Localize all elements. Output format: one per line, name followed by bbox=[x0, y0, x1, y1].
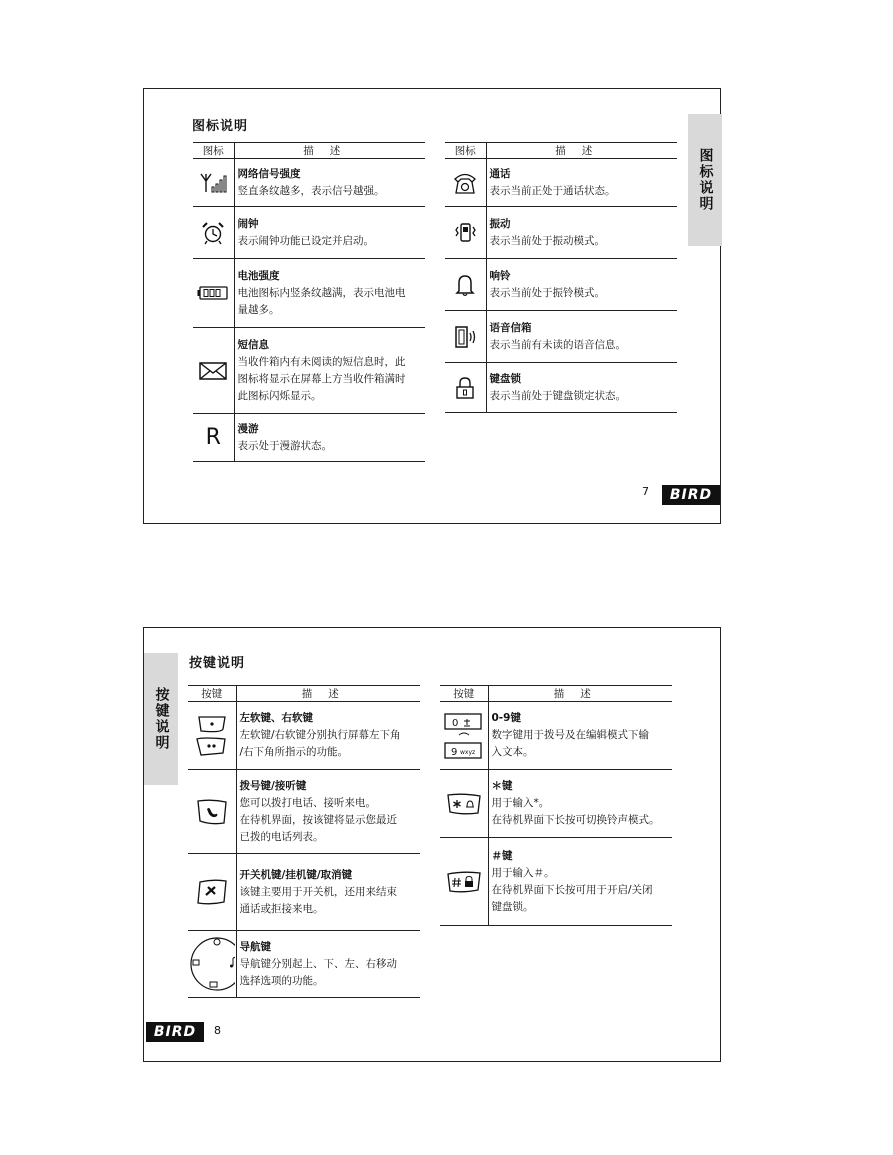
header-desc: 描述 bbox=[236, 686, 420, 702]
row-name: 电池强度 bbox=[237, 269, 280, 282]
header-icon: 图标 bbox=[193, 143, 234, 159]
row-desc: 此图标闪烁显示。 bbox=[237, 389, 322, 402]
table-row bbox=[445, 207, 677, 259]
row-desc: 表示当前有未读的语音信息。 bbox=[489, 338, 626, 351]
number-keys-icon bbox=[442, 711, 486, 761]
row-desc: 选择选项的功能。 bbox=[239, 974, 324, 987]
row-desc: 表示处于漫游状态。 bbox=[237, 439, 332, 452]
page-number: 8 bbox=[214, 1024, 221, 1037]
header-desc: 描述 bbox=[488, 686, 672, 702]
table-row bbox=[193, 159, 425, 207]
end-key-icon bbox=[195, 877, 229, 907]
row-desc: 用于输入＃。 bbox=[491, 866, 555, 879]
row-name: 短信息 bbox=[237, 338, 269, 351]
row-name: 左软键、右软键 bbox=[239, 712, 313, 724]
table-row bbox=[445, 259, 677, 311]
signal-strength-icon bbox=[199, 172, 227, 194]
row-name: 开关机键/挂机键/取消键 bbox=[239, 868, 353, 881]
row-desc: 左软键/右软键分别执行屏幕左下角 bbox=[239, 729, 401, 741]
row-desc: /右下角所指示的功能。 bbox=[239, 746, 349, 758]
manual-page-8 bbox=[143, 627, 721, 1062]
table-row bbox=[440, 702, 672, 770]
row-name: 响铃 bbox=[489, 269, 511, 282]
header-key: 按键 bbox=[188, 686, 236, 702]
row-name: ＊键 bbox=[491, 780, 513, 792]
hash-key-icon bbox=[445, 869, 483, 895]
row-desc: 导航键分别起上、下、左、右移动 bbox=[239, 957, 397, 970]
row-desc: 入文本。 bbox=[491, 746, 534, 758]
table-row bbox=[445, 311, 677, 363]
row-desc: 表示当前处于振铃模式。 bbox=[489, 286, 605, 299]
row-desc: 在待机界面，按该键将显示您最近 bbox=[239, 813, 397, 826]
table-row bbox=[440, 838, 672, 926]
row-desc: 竖直条纹越多，表示信号越强。 bbox=[237, 184, 385, 197]
key-9-label: 9 bbox=[450, 746, 458, 758]
row-name: 振动 bbox=[489, 217, 511, 230]
header-desc: 描述 bbox=[486, 143, 677, 159]
header-desc: 描述 bbox=[234, 143, 425, 159]
battery-icon bbox=[197, 285, 229, 301]
table-row bbox=[193, 328, 425, 414]
row-desc: 已拨的电话列表。 bbox=[239, 830, 324, 843]
roaming-r-icon: R bbox=[205, 425, 221, 450]
page-title: 按键说明 bbox=[189, 656, 246, 671]
table-row bbox=[188, 702, 420, 770]
table-row bbox=[188, 854, 420, 931]
row-name: 语音信箱 bbox=[489, 321, 532, 334]
soft-keys-icon bbox=[193, 713, 231, 759]
key-0-label: 0 bbox=[451, 717, 459, 729]
header-key: 按键 bbox=[440, 686, 488, 702]
envelope-icon bbox=[199, 361, 227, 381]
row-name: 网络信号强度 bbox=[237, 167, 301, 180]
bird-logo: BIRD bbox=[146, 1022, 204, 1042]
row-desc: 图标将显示在屏幕上方当收件箱满时 bbox=[237, 372, 406, 385]
row-desc: 表示当前处于振动模式。 bbox=[489, 234, 605, 247]
table-row bbox=[188, 931, 420, 998]
row-desc: 您可以拨打电话、接听来电。 bbox=[239, 796, 376, 809]
row-desc: 该键主要用于开关机，还用来结束 bbox=[239, 885, 397, 898]
icon-table-right bbox=[445, 142, 677, 413]
table-row bbox=[188, 770, 420, 854]
row-desc: 表示当前正处于通话状态。 bbox=[489, 184, 616, 197]
key-table-right bbox=[440, 685, 672, 926]
row-name: ＃键 bbox=[491, 849, 513, 862]
row-desc: 当收件箱内有未阅读的短信息时，此 bbox=[237, 355, 406, 368]
bird-logo: BIRD bbox=[662, 485, 720, 505]
table-row bbox=[193, 414, 425, 462]
row-name: 漫游 bbox=[237, 422, 259, 435]
voicemail-icon bbox=[452, 325, 478, 349]
row-desc: 表示当前处于键盘锁定状态。 bbox=[489, 389, 626, 402]
table-row bbox=[445, 159, 677, 207]
row-name: 拨号键/接听键 bbox=[239, 779, 307, 792]
star-key-icon bbox=[445, 791, 483, 817]
table-row bbox=[440, 770, 672, 838]
table-row bbox=[445, 363, 677, 413]
icon-table-left bbox=[193, 142, 425, 462]
row-name: 键盘锁 bbox=[489, 372, 521, 385]
navigation-key-icon bbox=[189, 936, 235, 992]
row-desc: 键盘锁。 bbox=[491, 900, 534, 913]
bell-icon bbox=[454, 273, 476, 297]
table-row bbox=[193, 207, 425, 259]
side-tab: 图标说明 bbox=[688, 114, 722, 246]
row-desc: 通话或拒接来电。 bbox=[239, 902, 324, 915]
table-row bbox=[193, 259, 425, 328]
row-name: 闹钟 bbox=[237, 217, 259, 230]
row-desc: 表示闹钟功能已设定并启动。 bbox=[237, 234, 374, 247]
row-desc: 数字键用于拨号及在编辑模式下输 bbox=[491, 729, 649, 741]
row-name: 导航键 bbox=[239, 940, 271, 953]
page-title: 图标说明 bbox=[192, 119, 249, 134]
manual-page-7 bbox=[143, 88, 721, 524]
header-icon: 图标 bbox=[445, 143, 486, 159]
row-desc: 在待机界面下长按可切换铃声模式。 bbox=[491, 814, 660, 826]
side-tab: 按键说明 bbox=[144, 653, 178, 785]
page-number: 7 bbox=[642, 485, 649, 498]
row-name: 通话 bbox=[489, 167, 511, 180]
row-desc: 量越多。 bbox=[237, 303, 280, 316]
key-9-letters: wxyz bbox=[459, 748, 475, 756]
key-table-left bbox=[188, 685, 420, 998]
phone-call-icon bbox=[452, 171, 478, 195]
row-name: 0-9键 bbox=[491, 712, 521, 724]
row-desc: 用于输入*。 bbox=[491, 797, 550, 809]
row-desc: 电池图标内竖条纹越满，表示电池电 bbox=[237, 286, 406, 299]
keypad-lock-icon bbox=[455, 376, 475, 400]
dial-key-icon bbox=[195, 797, 229, 827]
row-desc: 在待机界面下长按可用于开启/关闭 bbox=[491, 883, 653, 896]
vibrate-icon bbox=[453, 221, 477, 245]
alarm-clock-icon bbox=[201, 221, 225, 245]
